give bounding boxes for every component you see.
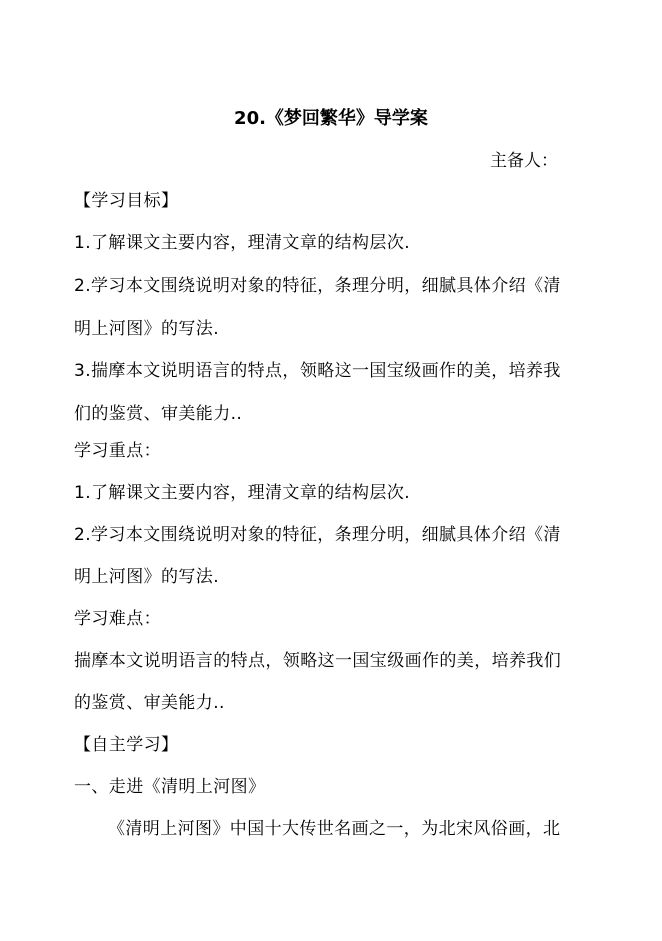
section-heading-self-study: 【自主学习】 [74,735,179,755]
objective-line-3a: 3.揣摩本文说明语言的特点，领略这一国宝级画作的美，培养我 [74,361,561,381]
difficulty-line-1a: 揣摩本文说明语言的特点，领略这一国宝级画作的美，培养我们 [74,651,562,671]
document-title: 20.《梦回繁华》导学案 [234,108,428,129]
key-point-line-2a: 2.学习本文围绕说明对象的特征，条理分明，细腻具体介绍《清 [74,525,561,545]
author-label: 主备人： [490,151,558,171]
objective-line-2b: 明上河图》的写法. [74,319,220,339]
objective-line-2a: 2.学习本文围绕说明对象的特征，条理分明，细腻具体介绍《清 [74,276,561,296]
section-heading-key-points: 学习重点： [74,441,161,461]
subsection-heading-painting: 一、走进《清明上河图》 [74,777,266,797]
difficulty-line-1b: 的鉴赏、审美能力.. [74,693,225,713]
objective-line-3b: 们的鉴赏、审美能力.. [74,404,243,424]
key-point-line-1: 1.了解课文主要内容，理清文章的结构层次. [74,483,411,503]
objective-line-1: 1.了解课文主要内容，理清文章的结构层次. [74,233,411,253]
body-paragraph-line: 《清明上河图》中国十大传世名画之一，为北宋风俗画，北 [108,819,561,839]
section-heading-difficulties: 学习难点： [74,609,161,629]
section-heading-objectives: 【学习目标】 [74,191,179,211]
key-point-line-2b: 明上河图》的写法. [74,567,220,587]
